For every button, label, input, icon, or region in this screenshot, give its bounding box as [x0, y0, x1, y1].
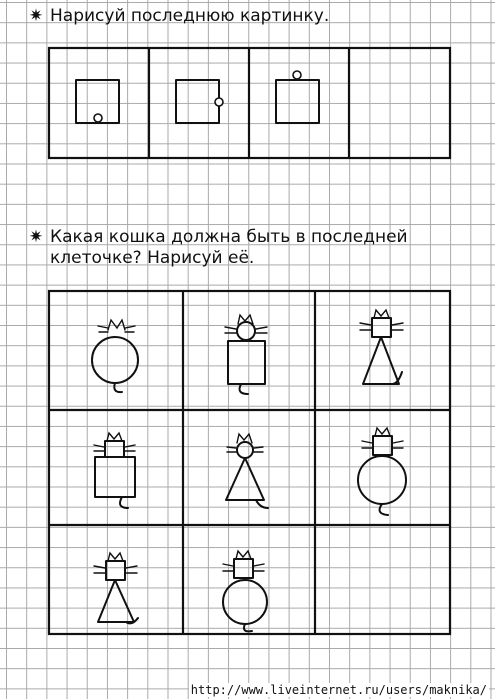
- cat-whiskers-icon: [94, 566, 137, 573]
- triangle-body: [363, 337, 399, 384]
- cat-square-head-triangle-body[interactable]: [94, 553, 138, 623]
- small-circle-icon: [293, 71, 301, 79]
- puzzle-1-answer-cell[interactable]: [351, 50, 448, 156]
- task-1-text: Нарисуй последнюю картинку.: [50, 6, 330, 26]
- square-head: [105, 441, 124, 457]
- cat-whiskers-icon: [360, 323, 403, 330]
- small-circle-icon: [94, 114, 102, 122]
- cat-ears-icon: [107, 433, 122, 441]
- square-head: [373, 436, 392, 455]
- triangle-body: [98, 580, 134, 622]
- cat-whiskers-icon: [94, 445, 135, 451]
- cat-round-head-square-body[interactable]: [225, 315, 267, 394]
- cat-square-head-circle-body[interactable]: [223, 551, 267, 631]
- round-head: [237, 442, 253, 458]
- small-circle-icon: [215, 98, 223, 106]
- cat-tail-icon: [244, 624, 252, 631]
- circle-body: [223, 580, 267, 624]
- square-body: [95, 457, 135, 497]
- square-body: [228, 341, 265, 384]
- puzzle-1-cell-3[interactable]: [276, 71, 319, 123]
- square-head: [106, 561, 125, 580]
- cat-ears-icon: [108, 320, 125, 330]
- cat-ears-icon: [374, 310, 389, 318]
- cat-tail-icon: [120, 497, 128, 508]
- cat-tail-icon: [240, 384, 248, 394]
- triangle-body: [226, 458, 264, 500]
- cat-ears-icon: [375, 428, 390, 436]
- circle-body: [358, 456, 406, 504]
- cat-square-head-circle-body[interactable]: [358, 428, 406, 515]
- square-figure: [276, 80, 319, 123]
- puzzle-2-answer-cell[interactable]: [317, 527, 448, 632]
- cat-square-head-triangle-body[interactable]: [360, 310, 403, 384]
- round-head: [237, 322, 255, 340]
- square-figure: [176, 80, 219, 123]
- cat-tail-icon: [114, 383, 122, 392]
- empty-answer-area[interactable]: [351, 50, 448, 156]
- cat-square-head-square-body[interactable]: [94, 433, 135, 508]
- puzzle-1-board: [49, 48, 450, 158]
- cat-whiskers-icon: [362, 441, 403, 448]
- asterisk-icon: ✷: [28, 227, 44, 247]
- empty-answer-area[interactable]: [317, 527, 448, 632]
- cat-tail-icon: [380, 504, 388, 515]
- cat-tail-icon: [256, 500, 268, 508]
- cat-whiskers-icon: [223, 564, 264, 571]
- task-2-text-line-1: Какая кошка должна быть в последней: [50, 227, 408, 247]
- cat-whiskers-icon: [225, 327, 267, 333]
- cat-circle-body[interactable]: [92, 320, 138, 392]
- cat-round-head-triangle-body[interactable]: [226, 434, 268, 508]
- square-head: [372, 318, 391, 337]
- puzzle-1-cell-1[interactable]: [76, 80, 119, 123]
- cat-ears-icon: [108, 553, 123, 561]
- source-url[interactable]: http://www.liveinternet.ru/users/maknika/: [190, 683, 487, 697]
- circle-body: [92, 337, 138, 383]
- cat-ears-icon: [236, 551, 251, 559]
- puzzle-2-board: [49, 291, 450, 634]
- asterisk-icon: ✷: [28, 6, 44, 26]
- square-head: [234, 559, 253, 578]
- cat-whiskers-icon: [227, 447, 263, 452]
- task-2-text-line-2: клеточке? Нарисуй её.: [50, 248, 255, 268]
- puzzle-1-cell-2[interactable]: [176, 80, 223, 123]
